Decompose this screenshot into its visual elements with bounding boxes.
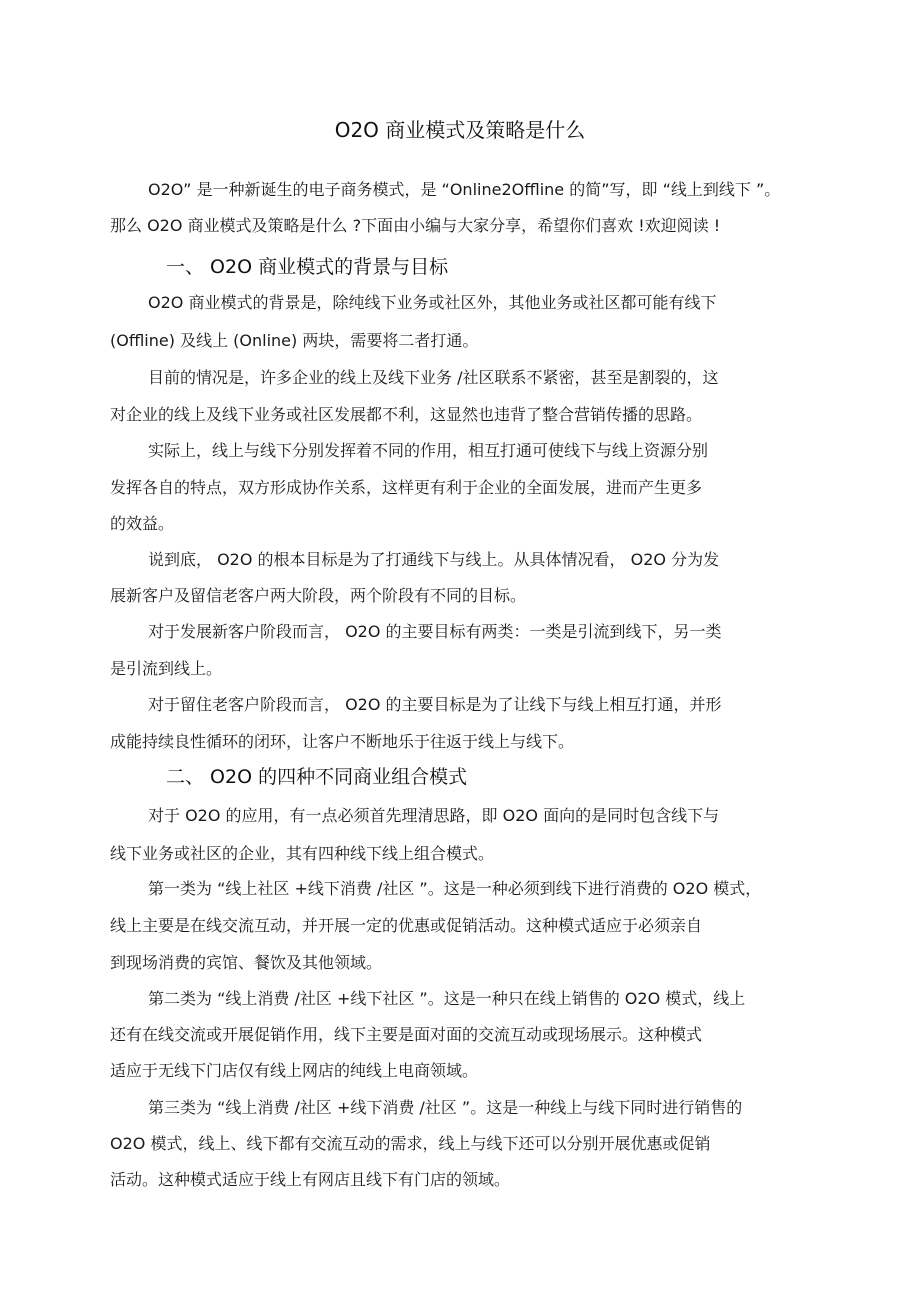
section2-p4-line-1: 第三类为 “线上消费 /社区 +线下消费 /社区 ”。这是一种线上与线下同时进行销售的 [148,1098,743,1117]
section-heading-2: 二、 O2O 的四种不同商业组合模式 [166,766,468,788]
section2-p2-line-3: 到现场消费的宾馆、餐饮及其他领域。 [110,953,383,972]
section1-p4-line-2: 展新客户及留信老客户两大阶段，两个阶段有不同的目标。 [110,586,527,605]
section2-p2-line-1: 第一类为 “线上社区 +线下消费 /社区 ”。这是一种必须到线下进行消费的 O2O 模式， [148,879,762,898]
section1-p5-line-1: 对于发展新客户阶段而言， O2O 的主要目标有两类：一类是引流到线下，另一类 [148,622,722,641]
section2-p1-line-2: 线下业务或社区的企业，其有四种线下线上组合模式。 [110,844,495,863]
section1-p6-line-1: 对于留住老客户阶段而言， O2O 的主要目标是为了让线下与线上相互打通，并形 [148,695,722,714]
page-title: O2O 商业模式及策略是什么 [334,118,586,142]
section2-p3-line-1: 第二类为 “线上消费 /社区 +线下社区 ”。这是一种只在线上销售的 O2O 模式，线上 [148,989,746,1008]
section2-p2-line-2: 线上主要是在线交流互动，并开展一定的优惠或促销活动。这种模式适应于必须亲自 [110,916,703,935]
section-heading-1: 一、 O2O 商业模式的背景与目标 [166,256,449,278]
section1-p2-line-2: 对企业的线上及线下业务或社区发展都不利，这显然也违背了整合营销传播的思路。 [110,405,703,424]
section2-p3-line-3: 适应于无线下门店仅有线上网店的纯线上电商领域。 [110,1061,479,1080]
intro-line-2: 那么 O2O 商业模式及策略是什么 ?下面由小编与大家分享，希望你们喜欢 !欢迎阅读 ! [110,216,721,235]
section1-p6-line-2: 成能持续良性循环的闭环，让客户不断地乐于往返于线上与线下。 [110,732,575,751]
section1-p2-line-1: 目前的情况是，许多企业的线上及线下业务 /社区联系不紧密，甚至是割裂的，这 [148,368,719,387]
intro-line-1: O2O” 是一种新诞生的电子商务模式，是 “Online2Offline 的简”写，即 “线上到线下 ”。 [148,180,781,199]
section1-p3-line-1: 实际上，线上与线下分别发挥着不同的作用，相互打通可使线下与线上资源分别 [148,441,709,460]
section1-p1-line-2: (Offline) 及线上 (Online) 两块，需要将二者打通。 [110,331,479,350]
section2-p1-line-1: 对于 O2O 的应用，有一点必须首先理清思路，即 O2O 面向的是同时包含线下与 [148,806,720,825]
section1-p1-line-1: O2O 商业模式的背景是，除纯线下业务或社区外，其他业务或社区都可能有线下 [148,293,717,312]
section1-p5-line-2: 是引流到线上。 [110,659,223,678]
section2-p3-line-2: 还有在线交流或开展促销作用，线下主要是面对面的交流互动或现场展示。这种模式 [110,1025,703,1044]
section2-p4-line-3: 活动。这种模式适应于线上有网店且线下有门店的领域。 [110,1170,511,1189]
section1-p4-line-1: 说到底， O2O 的根本目标是为了打通线下与线上。从具体情况看， O2O 分为发 [148,550,720,569]
section1-p3-line-2: 发挥各自的特点，双方形成协作关系，这样更有利于企业的全面发展，进而产生更多 [110,478,703,497]
section1-p3-line-3: 的效益。 [110,514,175,533]
section2-p4-line-2: O2O 模式，线上、线下都有交流互动的需求，线上与线下还可以分别开展优惠或促销 [110,1134,711,1153]
